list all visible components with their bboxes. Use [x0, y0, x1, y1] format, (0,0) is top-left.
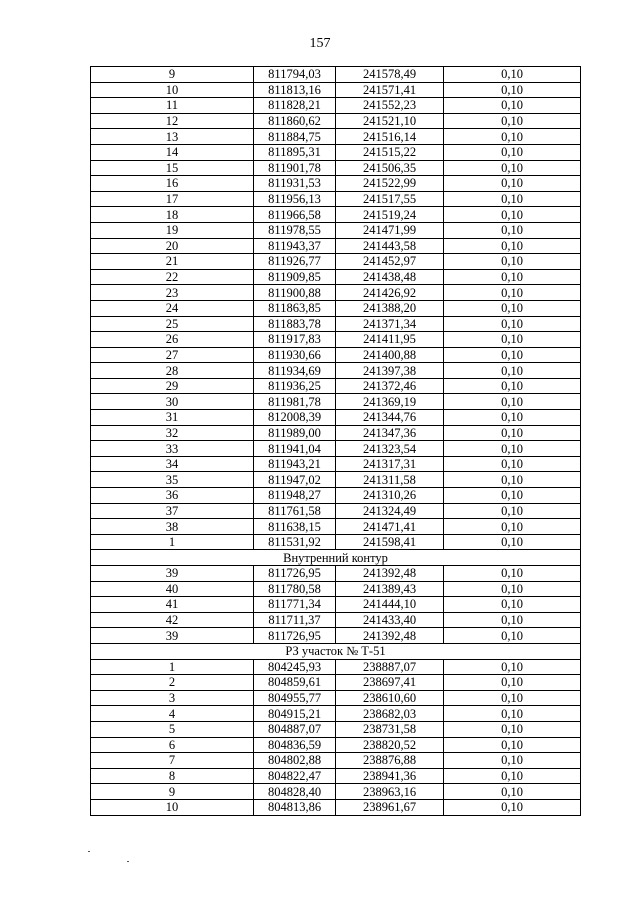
point-number-cell: 38	[91, 519, 254, 535]
table-row	[91, 472, 581, 488]
x-coordinate-cell: 811978,55	[254, 222, 336, 238]
table-row	[91, 67, 581, 83]
table-row	[91, 254, 581, 270]
accuracy-cell: 0,10	[444, 768, 581, 784]
accuracy-cell: 0,10	[444, 176, 581, 192]
y-coordinate-cell: 241400,88	[336, 347, 444, 363]
table-row	[91, 597, 581, 613]
table-row	[91, 113, 581, 129]
table-row	[91, 675, 581, 691]
x-coordinate-cell: 804245,93	[254, 659, 336, 675]
table-row	[91, 581, 581, 597]
x-coordinate-cell: 811860,62	[254, 113, 336, 129]
y-coordinate-cell: 238876,88	[336, 753, 444, 769]
point-number-cell: 2	[91, 675, 254, 691]
table-row	[91, 503, 581, 519]
x-coordinate-cell: 811813,16	[254, 82, 336, 98]
x-coordinate-cell: 811794,03	[254, 67, 336, 83]
y-coordinate-cell: 241324,49	[336, 503, 444, 519]
x-coordinate-cell: 812008,39	[254, 410, 336, 426]
y-coordinate-cell: 241392,48	[336, 628, 444, 644]
point-number-cell: 29	[91, 378, 254, 394]
table-row	[91, 363, 581, 379]
table-row	[91, 82, 581, 98]
y-coordinate-cell: 241444,10	[336, 597, 444, 613]
table-row	[91, 285, 581, 301]
y-coordinate-cell: 238682,03	[336, 706, 444, 722]
x-coordinate-cell: 811771,34	[254, 597, 336, 613]
accuracy-cell: 0,10	[444, 191, 581, 207]
table-row	[91, 690, 581, 706]
accuracy-cell: 0,10	[444, 160, 581, 176]
x-coordinate-cell: 811941,04	[254, 441, 336, 457]
accuracy-cell: 0,10	[444, 659, 581, 675]
y-coordinate-cell: 241389,43	[336, 581, 444, 597]
table-row	[91, 425, 581, 441]
accuracy-cell: 0,10	[444, 363, 581, 379]
table-row	[91, 488, 581, 504]
table-row	[91, 410, 581, 426]
table-row	[91, 628, 581, 644]
accuracy-cell: 0,10	[444, 612, 581, 628]
accuracy-cell: 0,10	[444, 488, 581, 504]
y-coordinate-cell: 241347,36	[336, 425, 444, 441]
point-number-cell: 34	[91, 456, 254, 472]
table-row	[91, 784, 581, 800]
x-coordinate-cell: 811726,95	[254, 566, 336, 582]
x-coordinate-cell: 811884,75	[254, 129, 336, 145]
accuracy-cell: 0,10	[444, 347, 581, 363]
point-number-cell: 5	[91, 721, 254, 737]
table-row	[91, 441, 581, 457]
accuracy-cell: 0,10	[444, 753, 581, 769]
accuracy-cell: 0,10	[444, 581, 581, 597]
accuracy-cell: 0,10	[444, 628, 581, 644]
table-row	[91, 160, 581, 176]
point-number-cell: 8	[91, 768, 254, 784]
point-number-cell: 6	[91, 737, 254, 753]
y-coordinate-cell: 241515,22	[336, 144, 444, 160]
y-coordinate-cell: 241344,76	[336, 410, 444, 426]
accuracy-cell: 0,10	[444, 425, 581, 441]
table-row	[91, 394, 581, 410]
y-coordinate-cell: 241571,41	[336, 82, 444, 98]
y-coordinate-cell: 238887,07	[336, 659, 444, 675]
table-row	[91, 519, 581, 535]
y-coordinate-cell: 241516,14	[336, 129, 444, 145]
accuracy-cell: 0,10	[444, 113, 581, 129]
point-number-cell: 39	[91, 566, 254, 582]
table-row	[91, 191, 581, 207]
y-coordinate-cell: 241471,99	[336, 222, 444, 238]
accuracy-cell: 0,10	[444, 222, 581, 238]
accuracy-cell: 0,10	[444, 332, 581, 348]
accuracy-cell: 0,10	[444, 285, 581, 301]
point-number-cell: 41	[91, 597, 254, 613]
x-coordinate-cell: 804859,61	[254, 675, 336, 691]
accuracy-cell: 0,10	[444, 503, 581, 519]
accuracy-cell: 0,10	[444, 534, 581, 550]
x-coordinate-cell: 811711,37	[254, 612, 336, 628]
x-coordinate-cell: 811966,58	[254, 207, 336, 223]
point-number-cell: 19	[91, 222, 254, 238]
section-header-row	[91, 550, 581, 566]
y-coordinate-cell: 241371,34	[336, 316, 444, 332]
y-coordinate-cell: 241452,97	[336, 254, 444, 270]
point-number-cell: 14	[91, 144, 254, 160]
x-coordinate-cell: 804836,59	[254, 737, 336, 753]
point-number-cell: 12	[91, 113, 254, 129]
accuracy-cell: 0,10	[444, 300, 581, 316]
table-row	[91, 534, 581, 550]
y-coordinate-cell: 238820,52	[336, 737, 444, 753]
y-coordinate-cell: 241519,24	[336, 207, 444, 223]
y-coordinate-cell: 238941,36	[336, 768, 444, 784]
accuracy-cell: 0,10	[444, 706, 581, 722]
point-number-cell: 3	[91, 690, 254, 706]
x-coordinate-cell: 811531,92	[254, 534, 336, 550]
accuracy-cell: 0,10	[444, 82, 581, 98]
coordinates-table-body	[91, 67, 581, 816]
accuracy-cell: 0,10	[444, 98, 581, 114]
point-number-cell: 40	[91, 581, 254, 597]
table-row	[91, 768, 581, 784]
y-coordinate-cell: 241397,38	[336, 363, 444, 379]
y-coordinate-cell: 241369,19	[336, 394, 444, 410]
x-coordinate-cell: 811981,78	[254, 394, 336, 410]
point-number-cell: 23	[91, 285, 254, 301]
point-number-cell: 21	[91, 254, 254, 270]
accuracy-cell: 0,10	[444, 690, 581, 706]
y-coordinate-cell: 241411,95	[336, 332, 444, 348]
x-coordinate-cell: 804887,07	[254, 721, 336, 737]
point-number-cell: 15	[91, 160, 254, 176]
y-coordinate-cell: 241438,48	[336, 269, 444, 285]
point-number-cell: 4	[91, 706, 254, 722]
x-coordinate-cell: 811926,77	[254, 254, 336, 270]
y-coordinate-cell: 241311,58	[336, 472, 444, 488]
point-number-cell: 39	[91, 628, 254, 644]
section-title: РЗ участок № Т-51	[91, 643, 581, 659]
table-row	[91, 144, 581, 160]
table-row	[91, 378, 581, 394]
accuracy-cell: 0,10	[444, 410, 581, 426]
table-row	[91, 456, 581, 472]
table-row	[91, 737, 581, 753]
table-row	[91, 316, 581, 332]
accuracy-cell: 0,10	[444, 254, 581, 270]
y-coordinate-cell: 238963,16	[336, 784, 444, 800]
accuracy-cell: 0,10	[444, 67, 581, 83]
point-number-cell: 22	[91, 269, 254, 285]
x-coordinate-cell: 804813,86	[254, 799, 336, 815]
x-coordinate-cell: 811989,00	[254, 425, 336, 441]
point-number-cell: 32	[91, 425, 254, 441]
y-coordinate-cell: 241317,31	[336, 456, 444, 472]
x-coordinate-cell: 811947,02	[254, 472, 336, 488]
point-number-cell: 16	[91, 176, 254, 192]
table-row	[91, 207, 581, 223]
y-coordinate-cell: 241323,54	[336, 441, 444, 457]
y-coordinate-cell: 241310,26	[336, 488, 444, 504]
point-number-cell: 36	[91, 488, 254, 504]
x-coordinate-cell: 811936,25	[254, 378, 336, 394]
x-coordinate-cell: 811780,58	[254, 581, 336, 597]
page-number: 157	[309, 36, 331, 51]
point-number-cell: 35	[91, 472, 254, 488]
table-row	[91, 612, 581, 628]
table-row	[91, 176, 581, 192]
x-coordinate-cell: 804802,88	[254, 753, 336, 769]
y-coordinate-cell: 241522,99	[336, 176, 444, 192]
accuracy-cell: 0,10	[444, 519, 581, 535]
point-number-cell: 30	[91, 394, 254, 410]
point-number-cell: 37	[91, 503, 254, 519]
x-coordinate-cell: 811900,88	[254, 285, 336, 301]
table-row	[91, 721, 581, 737]
point-number-cell: 20	[91, 238, 254, 254]
point-number-cell: 7	[91, 753, 254, 769]
point-number-cell: 17	[91, 191, 254, 207]
y-coordinate-cell: 241471,41	[336, 519, 444, 535]
table-row	[91, 659, 581, 675]
accuracy-cell: 0,10	[444, 799, 581, 815]
y-coordinate-cell: 241517,55	[336, 191, 444, 207]
section-title: Внутренний контур	[91, 550, 581, 566]
y-coordinate-cell: 238697,41	[336, 675, 444, 691]
accuracy-cell: 0,10	[444, 441, 581, 457]
point-number-cell: 28	[91, 363, 254, 379]
y-coordinate-cell: 238961,67	[336, 799, 444, 815]
x-coordinate-cell: 811956,13	[254, 191, 336, 207]
point-number-cell: 10	[91, 82, 254, 98]
table-row	[91, 347, 581, 363]
x-coordinate-cell: 811828,21	[254, 98, 336, 114]
point-number-cell: 31	[91, 410, 254, 426]
x-coordinate-cell: 811895,31	[254, 144, 336, 160]
accuracy-cell: 0,10	[444, 129, 581, 145]
accuracy-cell: 0,10	[444, 472, 581, 488]
point-number-cell: 1	[91, 659, 254, 675]
x-coordinate-cell: 804915,21	[254, 706, 336, 722]
accuracy-cell: 0,10	[444, 456, 581, 472]
accuracy-cell: 0,10	[444, 566, 581, 582]
y-coordinate-cell: 241392,48	[336, 566, 444, 582]
point-number-cell: 27	[91, 347, 254, 363]
y-coordinate-cell: 241433,40	[336, 612, 444, 628]
table-row	[91, 238, 581, 254]
coordinates-table	[90, 66, 581, 816]
table-row	[91, 269, 581, 285]
scan-speck	[127, 861, 129, 862]
point-number-cell: 10	[91, 799, 254, 815]
table-row	[91, 300, 581, 316]
x-coordinate-cell: 811761,58	[254, 503, 336, 519]
point-number-cell: 1	[91, 534, 254, 550]
accuracy-cell: 0,10	[444, 394, 581, 410]
point-number-cell: 25	[91, 316, 254, 332]
point-number-cell: 18	[91, 207, 254, 223]
y-coordinate-cell: 241372,46	[336, 378, 444, 394]
x-coordinate-cell: 811943,37	[254, 238, 336, 254]
x-coordinate-cell: 811917,83	[254, 332, 336, 348]
point-number-cell: 26	[91, 332, 254, 348]
accuracy-cell: 0,10	[444, 597, 581, 613]
y-coordinate-cell: 241388,20	[336, 300, 444, 316]
x-coordinate-cell: 804822,47	[254, 768, 336, 784]
table-row	[91, 98, 581, 114]
accuracy-cell: 0,10	[444, 316, 581, 332]
accuracy-cell: 0,10	[444, 675, 581, 691]
x-coordinate-cell: 804828,40	[254, 784, 336, 800]
accuracy-cell: 0,10	[444, 721, 581, 737]
point-number-cell: 33	[91, 441, 254, 457]
point-number-cell: 9	[91, 67, 254, 83]
y-coordinate-cell: 238731,58	[336, 721, 444, 737]
point-number-cell: 11	[91, 98, 254, 114]
x-coordinate-cell: 811863,85	[254, 300, 336, 316]
y-coordinate-cell: 241521,10	[336, 113, 444, 129]
x-coordinate-cell: 811934,69	[254, 363, 336, 379]
point-number-cell: 42	[91, 612, 254, 628]
x-coordinate-cell: 811943,21	[254, 456, 336, 472]
x-coordinate-cell: 811909,85	[254, 269, 336, 285]
accuracy-cell: 0,10	[444, 269, 581, 285]
table-row	[91, 799, 581, 815]
y-coordinate-cell: 238610,60	[336, 690, 444, 706]
table-row	[91, 753, 581, 769]
table-row	[91, 566, 581, 582]
x-coordinate-cell: 804955,77	[254, 690, 336, 706]
y-coordinate-cell: 241598,41	[336, 534, 444, 550]
scan-speck	[88, 851, 90, 852]
x-coordinate-cell: 811726,95	[254, 628, 336, 644]
table-row	[91, 332, 581, 348]
point-number-cell: 13	[91, 129, 254, 145]
y-coordinate-cell: 241552,23	[336, 98, 444, 114]
accuracy-cell: 0,10	[444, 144, 581, 160]
y-coordinate-cell: 241506,35	[336, 160, 444, 176]
x-coordinate-cell: 811901,78	[254, 160, 336, 176]
accuracy-cell: 0,10	[444, 238, 581, 254]
y-coordinate-cell: 241578,49	[336, 67, 444, 83]
x-coordinate-cell: 811638,15	[254, 519, 336, 535]
x-coordinate-cell: 811948,27	[254, 488, 336, 504]
table-row	[91, 129, 581, 145]
accuracy-cell: 0,10	[444, 737, 581, 753]
y-coordinate-cell: 241426,92	[336, 285, 444, 301]
accuracy-cell: 0,10	[444, 784, 581, 800]
point-number-cell: 9	[91, 784, 254, 800]
x-coordinate-cell: 811930,66	[254, 347, 336, 363]
x-coordinate-cell: 811883,78	[254, 316, 336, 332]
point-number-cell: 24	[91, 300, 254, 316]
accuracy-cell: 0,10	[444, 207, 581, 223]
y-coordinate-cell: 241443,58	[336, 238, 444, 254]
section-header-row	[91, 643, 581, 659]
table-row	[91, 706, 581, 722]
table-row	[91, 222, 581, 238]
x-coordinate-cell: 811931,53	[254, 176, 336, 192]
accuracy-cell: 0,10	[444, 378, 581, 394]
